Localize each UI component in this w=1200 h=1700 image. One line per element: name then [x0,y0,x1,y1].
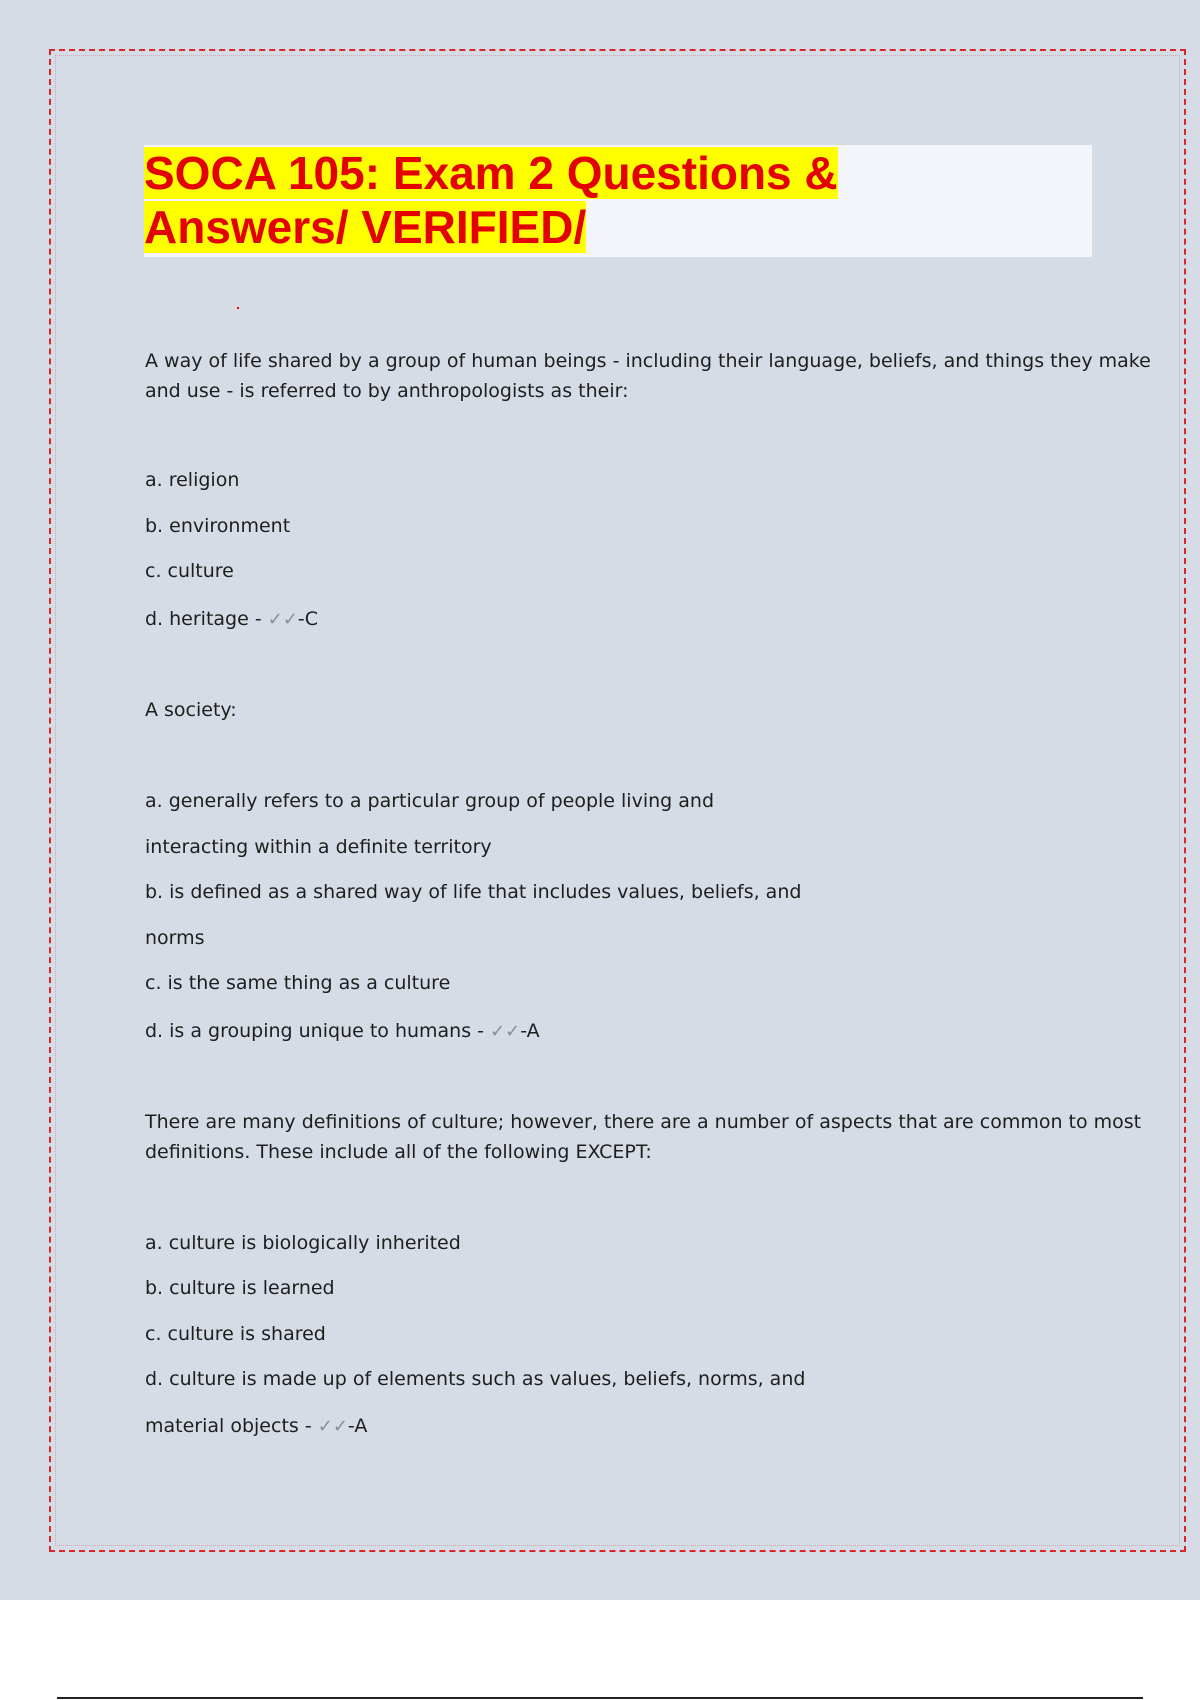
q3-answer: -A [347,1415,368,1437]
q1-option-d-text: d. heritage - [145,608,268,630]
q1-option-d [145,604,318,635]
check-marks-icon: ✓✓ [490,1021,521,1042]
q3-option-c: c. culture is shared [145,1323,326,1345]
q3-option-d-line-2 [145,1411,367,1442]
q1-option-a: a. religion [145,469,240,491]
q3-prompt-line-1: There are many definitions of culture; however, there are a number of aspects that are common to most [145,1111,1142,1133]
q2-prompt-line-1: A society: [145,699,237,721]
title-line-1: SOCA 105: Exam 2 Questions & [144,147,838,199]
q2-option-c: c. is the same thing as a culture [145,972,451,994]
check-marks-icon: ✓✓ [317,1416,348,1437]
q2-option-a-line-1: a. generally refers to a particular group of people living and [145,790,714,812]
q2-option-b-line-1: b. is defined as a shared way of life that includes values, beliefs, and [145,881,802,903]
q2-option-a-line-2: interacting within a definite territory [145,836,492,858]
q3-option-d-line-1: d. culture is made up of elements such as values, beliefs, norms, and [145,1368,806,1390]
q1-option-b: b. environment [145,515,291,537]
footer-rule [57,1697,1143,1699]
q1-prompt-line-2: and use - is referred to by anthropologists as their: [145,380,629,402]
q1-option-c: c. culture [145,560,234,582]
check-marks-icon: ✓✓ [267,609,298,630]
q2-answer: -A [520,1020,540,1042]
q3-option-d-text: material objects - [145,1415,318,1437]
title-line-2: Answers/ VERIFIED/ [144,201,587,253]
q2-option-d-text: d. is a grouping unique to humans - [145,1020,491,1042]
q3-prompt-line-2: definitions. These include all of the following EXCEPT: [145,1141,652,1163]
q1-prompt-line-1: A way of life shared by a group of human beings - including their language, beliefs, and things they make [145,350,1151,372]
q2-option-b-line-2: norms [145,927,205,949]
document-title [144,146,838,254]
q2-option-d [145,1016,540,1047]
stray-dot [237,307,239,309]
q3-option-b: b. culture is learned [145,1277,335,1299]
q1-answer: -C [297,608,319,630]
q3-option-a: a. culture is biologically inherited [145,1232,461,1254]
